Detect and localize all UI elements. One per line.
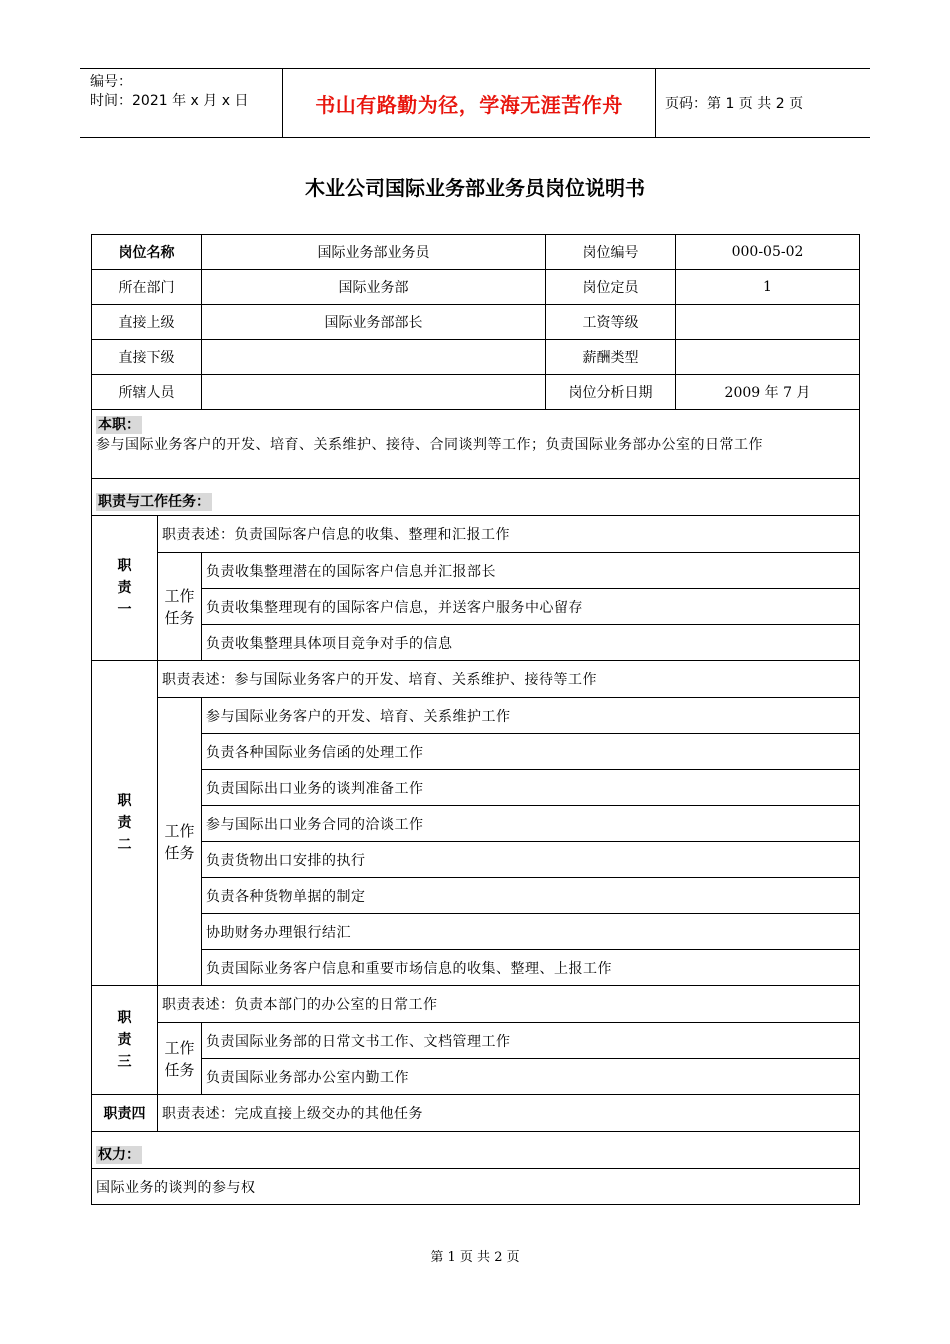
info-row-1 bbox=[92, 235, 860, 270]
r2-task: 负责国际业务客户信息和重要市场信息的收集、整理、上报工作 bbox=[202, 950, 860, 986]
r2-task: 负责各种货物单据的制定 bbox=[202, 878, 860, 914]
r2-desc: 职责表述：参与国际业务客户的开发、培育、关系维护、接待等工作 bbox=[158, 661, 860, 698]
r1-task-row bbox=[92, 589, 860, 625]
post-no-value: 000-05-02 bbox=[676, 235, 860, 270]
power-label-row bbox=[92, 1132, 860, 1169]
r2-task: 负责国际出口业务的谈判准备工作 bbox=[202, 770, 860, 806]
r2-task: 负责各种国际业务信函的处理工作 bbox=[202, 734, 860, 770]
r2-task-row bbox=[92, 806, 860, 842]
staff-label: 所辖人员 bbox=[92, 375, 202, 410]
post-name-value: 国际业务部业务员 bbox=[202, 235, 546, 270]
grade-value bbox=[676, 305, 860, 340]
document-title: 木业公司国际业务部业务员岗位说明书 bbox=[305, 176, 645, 200]
r1-task: 负责收集整理具体项目竞争对手的信息 bbox=[202, 625, 860, 661]
r2-task-row bbox=[92, 770, 860, 806]
r3-desc: 职责表述：负责本部门的办公室的日常工作 bbox=[158, 986, 860, 1023]
r1-desc-row bbox=[92, 516, 860, 553]
dept-label: 所在部门 bbox=[92, 270, 202, 305]
responsibilities-label: 职责与工作任务： bbox=[98, 494, 210, 510]
post-no-label: 岗位编号 bbox=[546, 235, 676, 270]
page-footer: 第 1 页 共 2 页 bbox=[430, 1250, 520, 1265]
date-value: 2009 年 7 月 bbox=[676, 375, 860, 410]
r2-desc-row bbox=[92, 661, 860, 698]
power-item: 国际业务的谈判的参与权 bbox=[92, 1169, 860, 1205]
number-label: 编号： bbox=[90, 74, 132, 90]
info-row-4 bbox=[92, 340, 860, 375]
subordinate-value bbox=[202, 340, 546, 375]
r2-task: 负责货物出口安排的执行 bbox=[202, 842, 860, 878]
superior-label: 直接上级 bbox=[92, 305, 202, 340]
r3-name: 职 责 三 bbox=[92, 986, 158, 1095]
r2-name: 职 责 二 bbox=[92, 661, 158, 986]
r4-desc: 职责表述：完成直接上级交办的其他任务 bbox=[158, 1095, 860, 1132]
header-motto-cell bbox=[282, 69, 656, 137]
date-label: 岗位分析日期 bbox=[546, 375, 676, 410]
r2-task-row bbox=[92, 950, 860, 986]
subordinate-label: 直接下级 bbox=[92, 340, 202, 375]
r2-task-row bbox=[92, 914, 860, 950]
quota-label: 岗位定员 bbox=[546, 270, 676, 305]
header-meta bbox=[80, 69, 282, 137]
r1-task-row bbox=[92, 625, 860, 661]
info-row-2 bbox=[92, 270, 860, 305]
r3-task-row bbox=[92, 1023, 860, 1059]
duty-label: 本职： bbox=[98, 417, 140, 433]
r3-task-label: 工作 任务 bbox=[158, 1023, 202, 1095]
r2-task: 参与国际业务客户的开发、培育、关系维护工作 bbox=[202, 698, 860, 734]
r4-row bbox=[92, 1095, 860, 1132]
r1-task-label: 工作 任务 bbox=[158, 553, 202, 661]
job-description-table bbox=[91, 234, 860, 1205]
r2-task: 协助财务办理银行结汇 bbox=[202, 914, 860, 950]
r3-desc-row bbox=[92, 986, 860, 1023]
duty-label-row bbox=[92, 410, 860, 435]
time-label: 时间：2021 年 x 月 x 日 bbox=[90, 93, 249, 109]
r2-task-row bbox=[92, 698, 860, 734]
info-row-3 bbox=[92, 305, 860, 340]
dept-value: 国际业务部 bbox=[202, 270, 546, 305]
r4-name: 职责四 bbox=[92, 1095, 158, 1132]
power-item-row bbox=[92, 1169, 860, 1205]
page-header bbox=[80, 68, 870, 138]
power-label: 权力： bbox=[98, 1147, 140, 1163]
responsibilities-label-row bbox=[92, 479, 860, 516]
quota-value: 1 bbox=[676, 270, 860, 305]
post-name-label: 岗位名称 bbox=[92, 235, 202, 270]
r3-task: 负责国际业务部办公室内勤工作 bbox=[202, 1059, 860, 1095]
page-info: 页码：第 1 页 共 2 页 bbox=[665, 96, 804, 112]
r1-task: 负责收集整理潜在的国际客户信息并汇报部长 bbox=[202, 553, 860, 589]
r1-name: 职 责 一 bbox=[92, 516, 158, 661]
r2-task: 参与国际出口业务合同的洽谈工作 bbox=[202, 806, 860, 842]
r2-task-row bbox=[92, 878, 860, 914]
duty-text-row bbox=[92, 434, 860, 479]
r2-task-row bbox=[92, 734, 860, 770]
r1-desc: 职责表述：负责国际客户信息的收集、整理和汇报工作 bbox=[158, 516, 860, 553]
r3-task: 负责国际业务部的日常文书工作、文档管理工作 bbox=[202, 1023, 860, 1059]
motto: 书山有路勤为径，学海无涯苦作舟 bbox=[315, 92, 623, 117]
pay-label: 薪酬类型 bbox=[546, 340, 676, 375]
duty-text: 参与国际业务客户的开发、培育、关系维护、接待、合同谈判等工作；负责国际业务部办公室的日常工作 bbox=[92, 434, 860, 479]
header-page-cell bbox=[655, 69, 870, 137]
info-row-5 bbox=[92, 375, 860, 410]
superior-value: 国际业务部部长 bbox=[202, 305, 546, 340]
pay-value bbox=[676, 340, 860, 375]
r3-task-row bbox=[92, 1059, 860, 1095]
staff-value bbox=[202, 375, 546, 410]
grade-label: 工资等级 bbox=[546, 305, 676, 340]
r1-task-row bbox=[92, 553, 860, 589]
r1-task: 负责收集整理现有的国际客户信息，并送客户服务中心留存 bbox=[202, 589, 860, 625]
r2-task-label: 工作 任务 bbox=[158, 698, 202, 986]
r2-task-row bbox=[92, 842, 860, 878]
